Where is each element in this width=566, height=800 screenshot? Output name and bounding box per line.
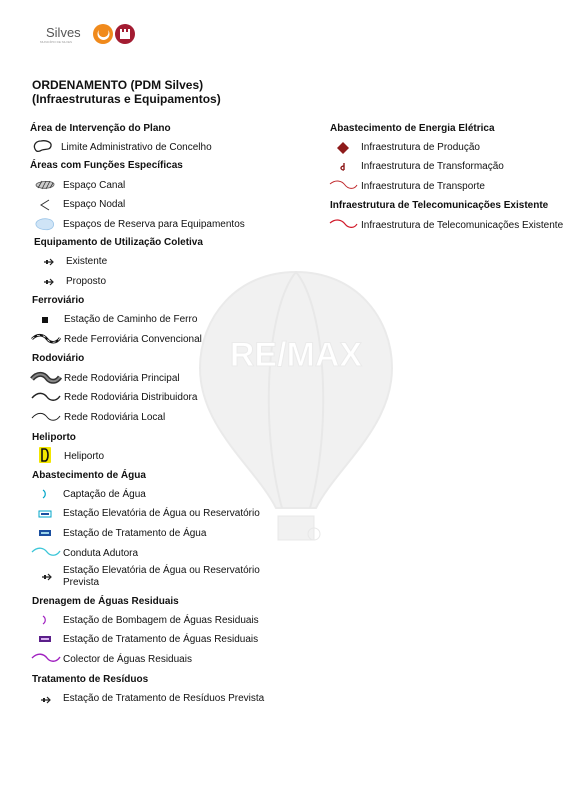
heading-energia: Abastecimento de Energia Elétrica <box>330 123 495 134</box>
item-estacao-ferro: Estação de Caminho de Ferro <box>64 314 198 325</box>
heading-heliporto: Heliporto <box>32 432 76 443</box>
moon-emblem-icon <box>92 23 138 45</box>
item-elevatoria-prevista-line1: Estação Elevatória de Água ou Reservatório <box>63 565 260 576</box>
proposto-icon <box>43 277 55 287</box>
rede-principal-icon <box>30 371 62 385</box>
item-proposto: Proposto <box>66 276 107 287</box>
heading-ferroviario: Ferroviário <box>32 295 85 306</box>
rede-distribuidora-icon <box>30 390 62 404</box>
heading-areas-funcoes: Áreas com Funções Específicas <box>30 160 183 171</box>
silves-logo <box>40 22 140 48</box>
item-telecom: Infraestrutura de Telecomunicações Existente <box>361 220 564 231</box>
telecom-icon <box>328 218 358 230</box>
tratamento-residuais-icon <box>38 635 52 643</box>
logo-subtext: MUNICÍPIO DE SILVES <box>40 40 72 44</box>
tratamento-agua-icon <box>38 529 52 537</box>
item-elevatoria-prevista <box>63 565 260 589</box>
heading-area-plano: Área de Intervenção do Plano <box>30 123 171 134</box>
rede-ferro-icon <box>30 333 62 345</box>
title-line-1: ORDENAMENTO (PDM Silves) <box>32 78 204 92</box>
heading-equipamento: Equipamento de Utilização Coletiva <box>34 237 203 248</box>
heliporto-icon <box>38 446 52 464</box>
watermark-text: RE/MAX <box>229 336 363 374</box>
item-tratamento-agua: Estação de Tratamento de Água <box>63 528 207 539</box>
elevatoria-icon <box>38 510 52 518</box>
page-title <box>32 78 221 106</box>
item-transformacao: Infraestrutura de Transformação <box>361 161 504 172</box>
item-residuos: Estação de Tratamento de Resíduos Prevista <box>63 693 265 704</box>
colector-icon <box>30 652 62 664</box>
item-existente: Existente <box>66 256 108 267</box>
estacao-ferro-icon <box>41 316 49 324</box>
heading-rodoviario: Rodoviário <box>32 353 85 364</box>
heading-drenagem: Drenagem de Águas Residuais <box>32 596 179 607</box>
transformacao-icon <box>338 162 348 172</box>
rede-local-icon <box>30 410 62 424</box>
item-producao: Infraestrutura de Produção <box>361 142 480 153</box>
item-rede-principal: Rede Rodoviária Principal <box>64 373 180 384</box>
transporte-icon <box>328 179 358 191</box>
limite-concelho-icon <box>32 139 54 153</box>
espaco-nodal-icon <box>38 198 52 212</box>
item-espaco-canal: Espaço Canal <box>63 180 126 191</box>
heading-telecom: Infraestrutura de Telecomunicações Existente <box>330 200 549 211</box>
item-elevatoria-prevista-line2: Prevista <box>63 577 100 588</box>
remax-balloon-watermark <box>196 268 396 548</box>
title-line-2: (Infraestruturas e Equipamentos) <box>32 92 221 106</box>
item-captacao: Captação de Água <box>63 489 146 500</box>
existente-icon <box>43 257 55 267</box>
item-elevatoria: Estação Elevatória de Água ou Reservatório <box>63 508 260 519</box>
item-conduta: Conduta Adutora <box>63 548 139 559</box>
logo-text: Silves <box>46 25 81 40</box>
item-bombagem: Estação de Bombagem de Águas Residuais <box>63 615 259 626</box>
item-limite: Limite Administrativo de Concelho <box>61 142 212 153</box>
item-colector: Colector de Águas Residuais <box>63 654 192 665</box>
bombagem-icon <box>40 615 48 625</box>
captacao-icon <box>40 489 48 499</box>
item-rede-distribuidora: Rede Rodoviária Distribuidora <box>64 392 198 403</box>
espacos-reserva-icon <box>33 216 57 232</box>
item-rede-ferro: Rede Ferroviária Convencional <box>64 334 202 345</box>
residuos-icon <box>40 695 52 705</box>
item-tratamento-residuais: Estação de Tratamento de Águas Residuais <box>63 634 259 645</box>
item-espacos-reserva: Espaços de Reserva para Equipamentos <box>63 219 245 230</box>
espaco-canal-icon <box>33 178 57 192</box>
conduta-adutora-icon <box>30 546 62 558</box>
heading-residuos: Tratamento de Resíduos <box>32 674 149 685</box>
heading-agua: Abastecimento de Água <box>32 470 146 481</box>
producao-icon <box>336 141 350 155</box>
item-rede-local: Rede Rodoviária Local <box>64 412 166 423</box>
item-espaco-nodal: Espaço Nodal <box>63 199 126 210</box>
elevatoria-prevista-icon <box>41 572 53 582</box>
item-heliporto: Heliporto <box>64 451 105 462</box>
item-transporte: Infraestrutura de Transporte <box>361 181 485 192</box>
